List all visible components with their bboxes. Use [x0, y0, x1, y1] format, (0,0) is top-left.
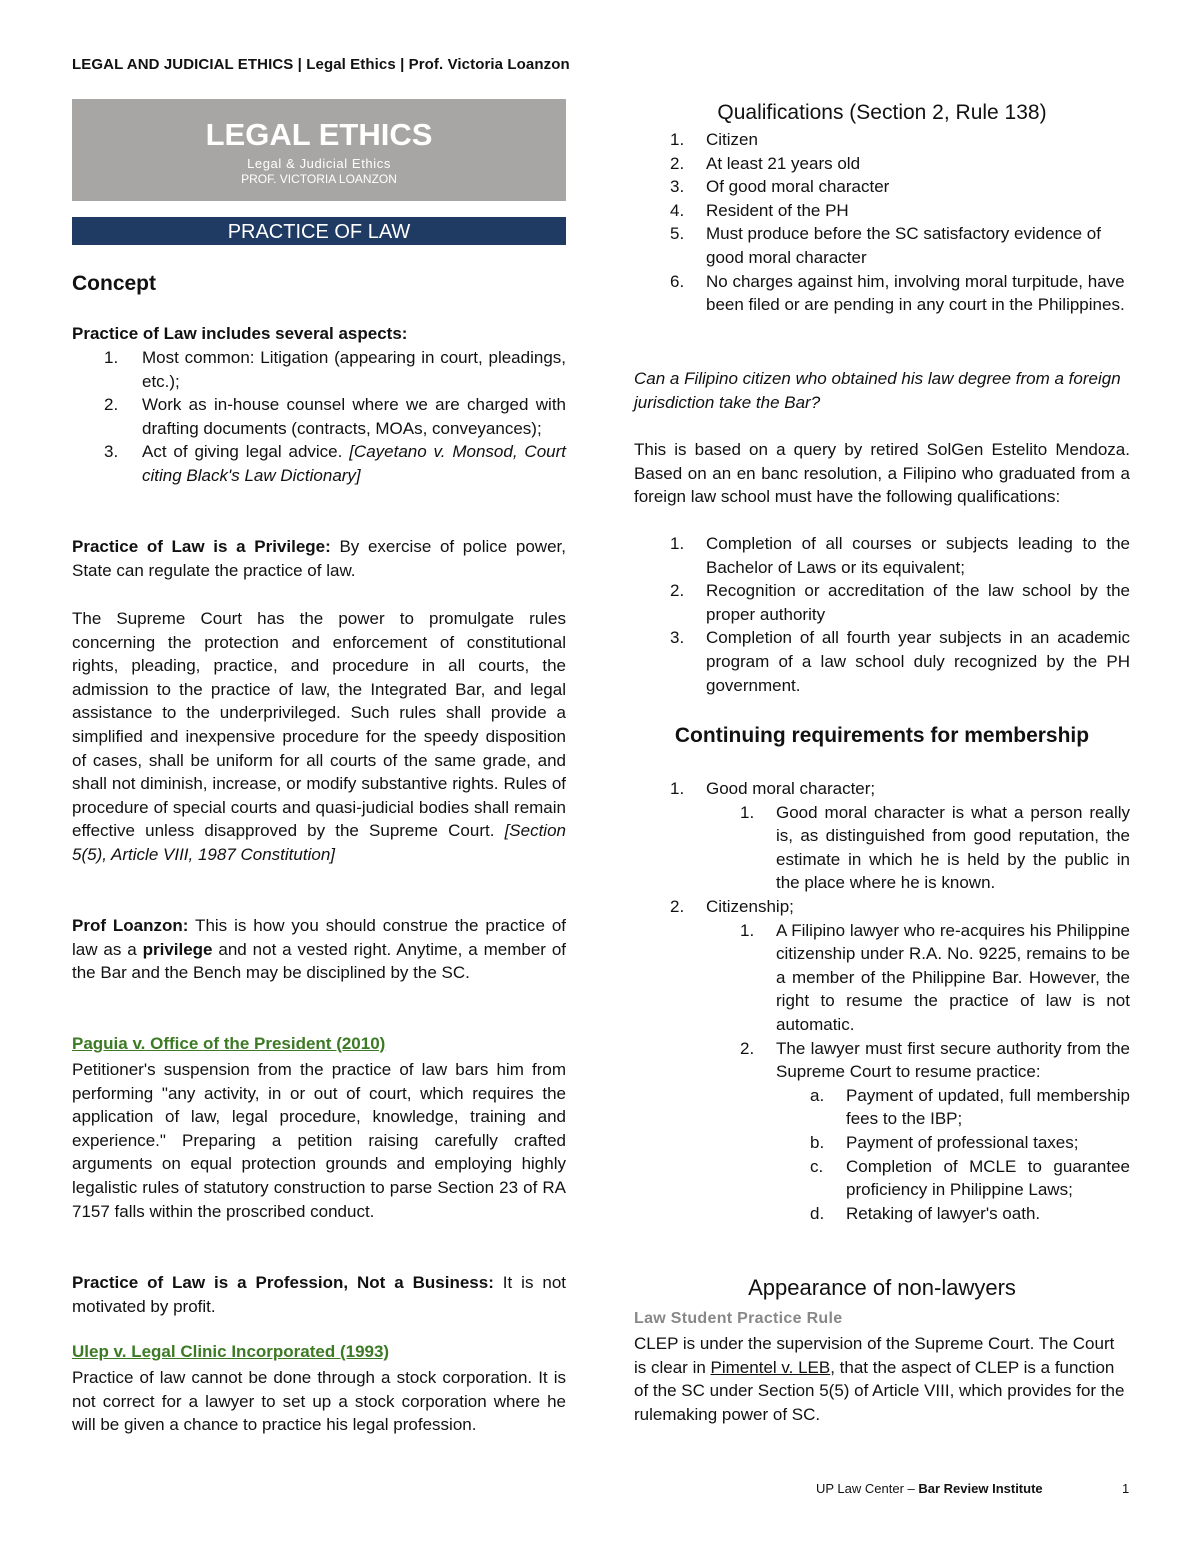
- list-item: 1. Citizen: [670, 130, 758, 149]
- list-item: 4. Resident of the PH: [670, 200, 849, 220]
- list-item: 3. Completion of all fourth year subjects in an academic program of a law school duly recognized by the PH government.: [670, 628, 1130, 695]
- section-bar: PRACTICE OF LAW: [72, 217, 566, 245]
- foreign-qualifications-list: [670, 532, 1130, 697]
- list-item: a. Payment of updated, full membership fees to the IBP;: [810, 1085, 1130, 1129]
- page-footer: UP Law Center – Bar Review Institute: [816, 1481, 1043, 1496]
- concept-heading: Concept: [72, 272, 156, 295]
- case-link-ulep[interactable]: Ulep v. Legal Clinic Incorporated (1993): [72, 1342, 390, 1361]
- aspects-heading: Practice of Law includes several aspects:: [72, 324, 408, 343]
- list-item: b. Payment of professional taxes;: [810, 1132, 1079, 1152]
- clep-paragraph: CLEP is under the supervision of the Supreme Court. The Court is clear in Pimentel v. LEB, that the aspect of CLEP is a function of the SC under Section 5(5) of Article VIII, which provides for the rulemaking power of SC.: [634, 1334, 1125, 1424]
- query-paragraph: This is based on a query by retired SolGen Estelito Mendoza. Based on an en banc resolution, a Filipino who graduated from a foreign law school must have the following qualifications:: [634, 440, 1130, 507]
- list-item: 1. A Filipino lawyer who re-acquires his Philippine citizenship under R.A. No. 9225, remains to be a member of the Philippine Bar. However, the right to resume the practice of law is not automatic.: [740, 920, 1130, 1034]
- list-item: 2. The lawyer must first secure authority from the Supreme Court to resume practice:: [740, 1038, 1130, 1082]
- professor-name: PROF. VICTORIA LOANZON: [241, 172, 397, 186]
- title-box: [72, 99, 566, 201]
- case-paguia-text: Petitioner's suspension from the practice of law bars him from performing "any activity, in or out of court, which requires the application of law, legal procedure, knowledge, training and experience." Preparing a petition raising carefully crafted arguments on equal protection grounds and employing highly legalistic rules of statutory construction to parse Section 23 of RA 7157 falls within the proscribed conduct.: [72, 1060, 566, 1221]
- list-item: 6. No charges against him, involving moral turpitude, have been filed or are pending in any court in the Philippines.: [670, 271, 1125, 315]
- list-item: 2. Work as in-house counsel where we are charged with drafting documents (contracts, MOAs, conveyances);: [104, 395, 566, 438]
- case-ulep-text: Practice of law cannot be done through a stock corporation. It is not correct for a lawyer to set up a stock corporation where he will be given a chance to practice his legal profession.: [72, 1368, 566, 1435]
- list-item: 1. Completion of all courses or subjects leading to the Bachelor of Laws or its equivalent;: [670, 534, 1130, 577]
- list-item: 3. Act of giving legal advice. [Cayetano v. Monsod, Court citing Black's Law Dictionary]: [104, 442, 566, 485]
- document-title: LEGAL ETHICS: [205, 117, 433, 152]
- list-item: 1. Most common: Litigation (appearing in court, pleadings, etc.);: [104, 348, 566, 391]
- list-item: 2. Recognition or accreditation of the law school by the proper authority: [670, 581, 1130, 624]
- page-number: 1: [1122, 1481, 1130, 1496]
- aspects-list: [104, 346, 566, 488]
- foreign-degree-question: Can a Filipino citizen who obtained his law degree from a foreign jurisdiction take the Bar?: [634, 369, 1121, 412]
- document-subtitle: Legal & Judicial Ethics: [247, 156, 391, 171]
- continuing-requirements-heading: Continuing requirements for membership: [674, 724, 1090, 747]
- profession-paragraph: Practice of Law is a Profession, Not a Business: It is not motivated by profit.: [72, 1273, 566, 1316]
- list-item: 2. Citizenship;: [670, 896, 794, 916]
- list-item: d. Retaking of lawyer's oath.: [810, 1203, 1041, 1223]
- page-header: LEGAL AND JUDICIAL ETHICS | Legal Ethics | Prof. Victoria Loanzon: [72, 56, 570, 73]
- list-item: 2. At least 21 years old: [670, 153, 861, 173]
- citation: [Cayetano v. Monsod, Court citing Black's Law Dictionary]: [142, 442, 566, 485]
- list-item: 1. Good moral character is what a person really is, as distinguished from good reputation, the estimate in which he is held by the public in the place where he is known.: [740, 802, 1130, 893]
- list-item: 3. Of good moral character: [670, 177, 890, 197]
- qualifications-heading: Qualifications (Section 2, Rule 138): [717, 101, 1047, 124]
- prof-note-paragraph: Prof Loanzon: This is how you should construe the practice of law as a privilege and not a vested right. Anytime, a member of the Bar and the Bench may be disciplined by the SC.: [72, 916, 567, 983]
- case-reference-pimentel: Pimentel v. LEB: [710, 1357, 831, 1377]
- privilege-paragraph: Practice of Law is a Privilege: By exercise of police power, State can regulate the practice of law.: [72, 537, 566, 580]
- qualifications-list: [670, 128, 1130, 317]
- sc-power-paragraph: The Supreme Court has the power to promulgate rules concerning the protection and enforcement of constitutional rights, pleading, practice, and procedure in all courts, the admission to the practice of law, the Integrated Bar, and legal assistance to the underprivileged. Such rules shall provide a simplified and inexpensive procedure for the speedy disposition of cases, shall be uniform for all courts of the same grade, and shall not diminish, increase, or modify substantive rights. Rules of procedure of special courts and quasi-judicial bodies shall remain effective unless disapproved by the Supreme Court. [Section 5(5), Article VIII, 1987 Constitution]: [72, 609, 566, 864]
- continuing-requirements-list: [670, 777, 1130, 1225]
- list-item: 1. Good moral character;: [670, 779, 876, 798]
- law-student-practice-label: Law Student Practice Rule: [634, 1310, 843, 1327]
- list-item: 5. Must produce before the SC satisfactory evidence of good moral character: [670, 224, 1101, 267]
- non-lawyers-heading: Appearance of non-lawyers: [748, 1275, 1016, 1300]
- citation: [Section 5(5), Article VIII, 1987 Constitution]: [72, 821, 566, 864]
- case-link-paguia[interactable]: Paguia v. Office of the President (2010): [72, 1034, 386, 1053]
- list-item: c. Completion of MCLE to guarantee proficiency in Philippine Laws;: [810, 1156, 1130, 1200]
